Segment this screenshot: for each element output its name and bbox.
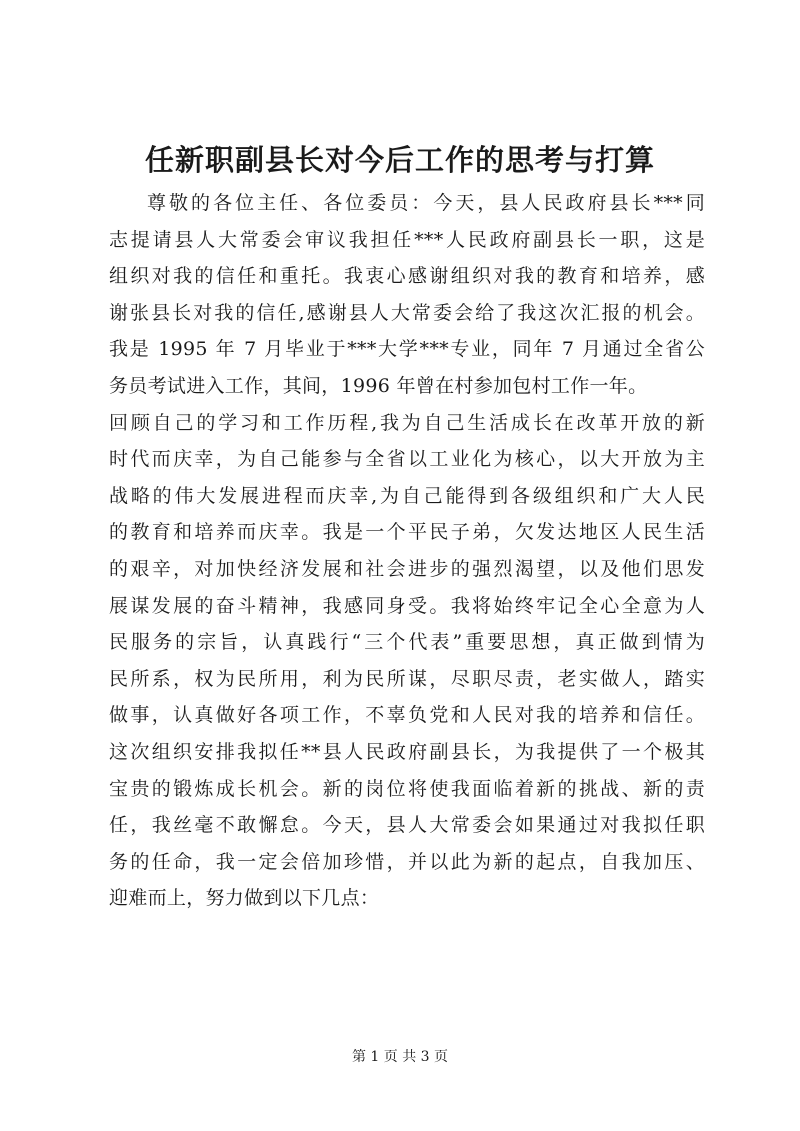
body-line-8: 时代而庆幸，为自己能参与全省以工业化为核心，以大开放为主 [109, 448, 705, 471]
body-line-15: 做事，认真做好各项工作，不辜负党和人民对我的培养和信任。 [109, 704, 705, 727]
document-body [109, 185, 705, 917]
body-line-16: 这次组织安排我拟任**县人民政府副县长，为我提供了一个极其 [109, 740, 705, 763]
body-line-5: 我是 1995 年 7 月毕业于***大学***专业，同年 7 月通过全省公 [109, 338, 705, 361]
body-line-3: 组织对我的信任和重托。我衷心感谢组织对我的教育和培养，感 [109, 265, 705, 288]
page-footer: 第 1 页 共 3 页 [351, 1049, 449, 1065]
body-line-12: 展谋发展的奋斗精神，我感同身受。我将始终牢记全心全意为人 [109, 594, 705, 617]
document-title: 任新职副县长对今后工作的思考与打算 [144, 143, 655, 177]
body-line-14: 民所系，权为民所用，利为民所谋，尽职尽责，老实做人，踏实 [109, 667, 705, 690]
body-line-7: 回顾自己的学习和工作历程,我为自己生活成长在改革开放的新 [109, 411, 705, 434]
body-line-11: 的艰辛，对加快经济发展和社会进步的强烈渴望，以及他们思发 [109, 557, 705, 580]
body-line-20: 迎难而上，努力做到以下几点： [109, 887, 380, 910]
body-line-10: 的教育和培养而庆幸。我是一个平民子弟，欠发达地区人民生活 [109, 521, 705, 544]
body-line-4: 谢张县长对我的信任,感谢县人大常委会给了我这次汇报的机会。 [109, 301, 705, 324]
body-line-6: 务员考试进入工作，其间，1996 年曾在村参加包村工作一年。 [109, 374, 648, 397]
body-line-1: 尊敬的各位主任、各位委员：今天，县人民政府县长***同 [147, 192, 705, 214]
body-line-17: 宝贵的锻炼成长机会。新的岗位将使我面临着新的挑战、新的责 [109, 777, 705, 800]
body-line-18: 任，我丝毫不敢懈怠。今天，县人大常委会如果通过对我拟任职 [109, 814, 705, 837]
body-line-13: 民服务的宗旨，认真践行“三个代表”重要思想，真正做到情为 [109, 631, 705, 654]
body-line-9: 战略的伟大发展进程而庆幸,为自己能得到各级组织和广大人民 [109, 484, 705, 507]
body-line-19: 务的任命，我一定会倍加珍惜，并以此为新的起点，自我加压、 [109, 850, 705, 873]
body-line-2: 志提请县人大常委会审议我担任***人民政府副县长一职，这是 [109, 228, 705, 251]
